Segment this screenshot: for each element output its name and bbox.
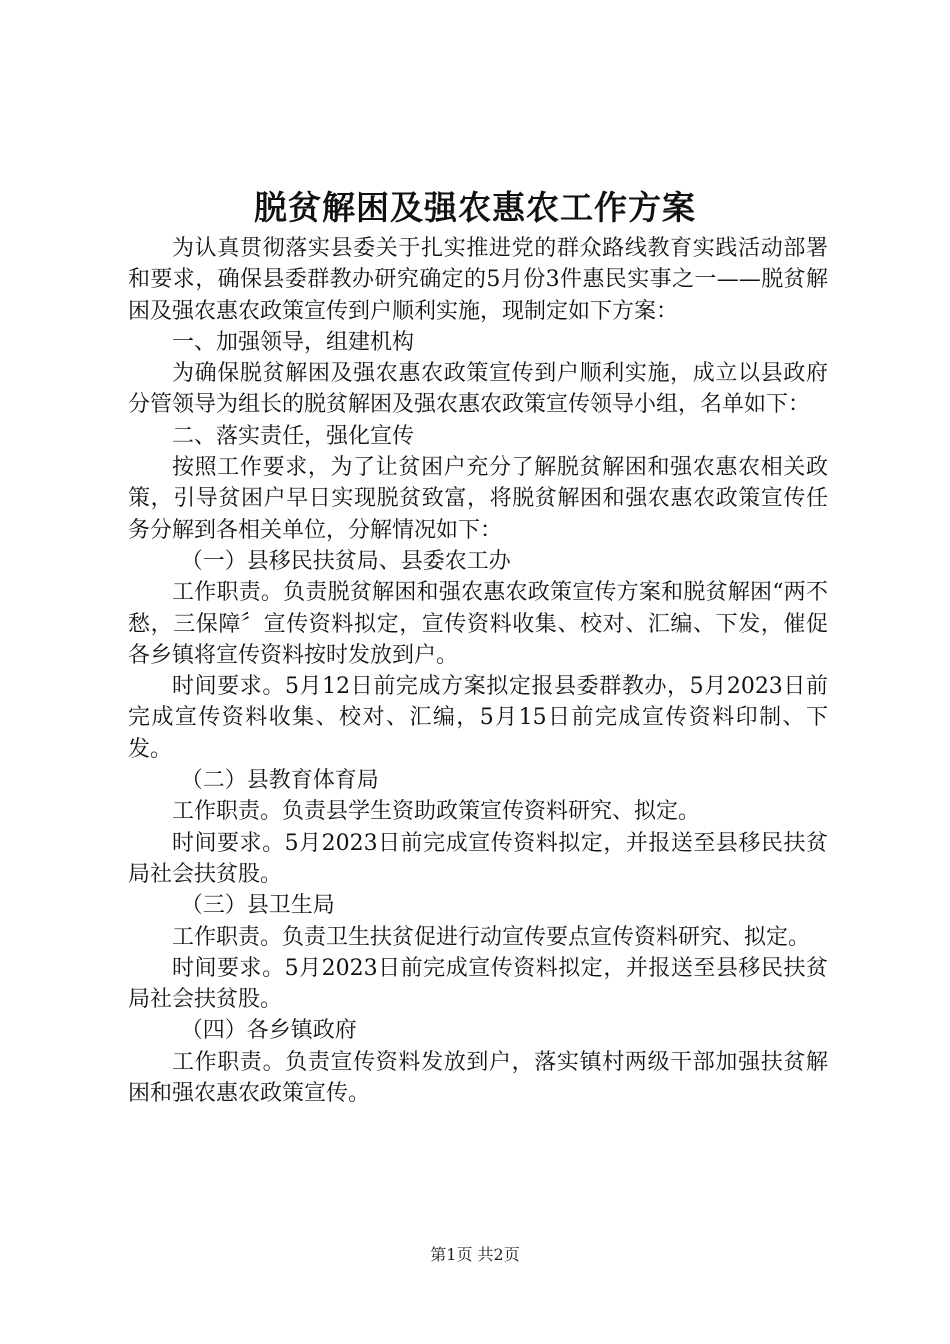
section-heading-2: 二、落实责任，强化宣传 bbox=[172, 423, 415, 449]
paragraph: 工作职责。负责宣传资料发放到户，落实镇村两级干部加强扶贫解困和强农惠农政策宣传。 bbox=[128, 1049, 828, 1107]
document-title: 脱贫解困及强农惠农工作方案 bbox=[254, 188, 696, 227]
paragraph: 工作职责。负责卫生扶贫促进行动宣传要点宣传资料研究、拟定。 bbox=[172, 924, 811, 950]
paragraph: 时间要求。5月2023日前完成宣传资料拟定，并报送至县移民扶贫局社会扶贫股。 bbox=[128, 955, 828, 1013]
paragraph: 为确保脱贫解困及强农惠农政策宣传到户顺利实施，成立以县政府分管领导为组长的脱贫解困及强农惠农政策宣传领导小组，名单如下： bbox=[128, 361, 828, 418]
paragraph: 工作职责。负责脱贫解困和强农惠农政策宣传方案和脱贫解困“两不愁，三保障〞宣传资料拟定，宣传资料收集、校对、汇编、下发，催促各乡镇将宣传资料按时发放到户。 bbox=[128, 580, 828, 668]
section-heading-1: 一、加强领导，组建机构 bbox=[172, 329, 415, 355]
subsection-heading-4: （四）各乡镇政府 bbox=[180, 1018, 357, 1044]
paragraph: 按照工作要求，为了让贫困户充分了解脱贫解困和强农惠农相关政策，引导贫困户早日实现脱贫致富，将脱贫解困和强农惠农政策宣传任务分解到各相关单位，分解情况如下： bbox=[128, 455, 828, 543]
subsection-heading-1: （一）县移民扶贫局、县委农工办 bbox=[180, 548, 511, 574]
paragraph-intro: 为认真贯彻落实县委关于扎实推进党的群众路线教育实践活动部署和要求，确保县委群教办研究确定的5月份3件惠民实事之一——脱贫解困及强农惠农政策宣传到户顺利实施，现制定如下方案： bbox=[128, 236, 828, 324]
paragraph: 时间要求。5月2023日前完成宣传资料拟定，并报送至县移民扶贫局社会扶贫股。 bbox=[128, 830, 828, 887]
page-number-footer: 第1页 共2页 bbox=[430, 1245, 520, 1264]
paragraph: 时间要求。5月12日前完成方案拟定报县委群教办，5月2023日前完成宣传资料收集、校对、汇编，5月15日前完成宣传资料印制、下发。 bbox=[128, 674, 828, 762]
subsection-heading-2: （二）县教育体育局 bbox=[180, 768, 379, 794]
paragraph: 工作职责。负责县学生资助政策宣传资料研究、拟定。 bbox=[172, 799, 701, 825]
subsection-heading-3: （三）县卫生局 bbox=[180, 893, 335, 919]
document-body bbox=[128, 233, 828, 1109]
